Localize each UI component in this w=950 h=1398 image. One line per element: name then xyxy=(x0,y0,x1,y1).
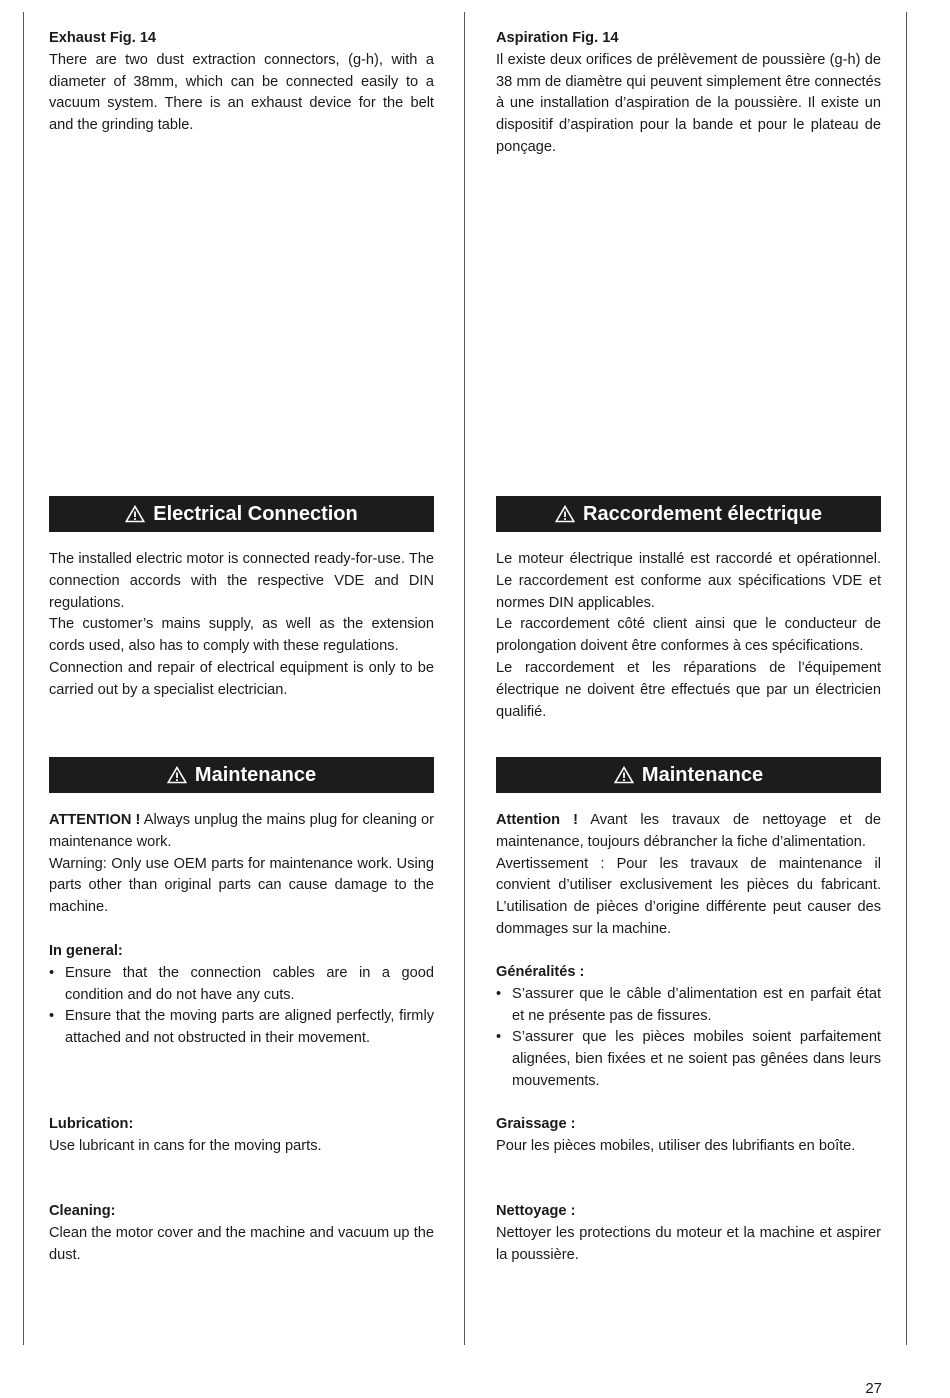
graissage-title: Graissage : xyxy=(496,1116,576,1132)
electrical-section xyxy=(49,549,434,702)
maintenance-heading-label: Maintenance xyxy=(194,763,317,786)
cleaning-section xyxy=(49,1201,434,1266)
center-column-rule xyxy=(464,12,465,1345)
list-item: • Ensure that the connection cables are in a good condition and do not have any cuts. xyxy=(49,963,434,1007)
list-item: • S’assurer que les pièces mobiles soient parfaitement alignées, bien fixées et ne soient pas gênées dans leurs mouvements. xyxy=(496,1027,881,1092)
nettoyage-text: Nettoyer les protections du moteur et la machine et aspirer la poussière. xyxy=(496,1224,881,1263)
cleaning-title: Cleaning: xyxy=(49,1203,116,1219)
raccordement-paragraph-2: Le raccordement côté client ainsi que le conducteur de prolongation doivent être conformes à ces spécifications. xyxy=(496,616,881,655)
attention-text: Always unplug the mains plug for cleaning or maintenance work. xyxy=(49,812,434,850)
exhaust-section xyxy=(49,28,434,137)
attention-paragraph-fr xyxy=(496,810,881,854)
raccordement-heading-label: Raccordement électrique xyxy=(583,502,822,525)
electrical-heading-label: Electrical Connection xyxy=(153,502,358,525)
maintenance-heading-label-fr: Maintenance xyxy=(641,763,764,786)
lubrication-text: Use lubricant in cans for the moving parts. xyxy=(49,1137,322,1154)
generalites-list xyxy=(496,984,881,1093)
right-margin-rule xyxy=(906,12,907,1345)
warning-paragraph: Warning: Only use OEM parts for maintenance work. Using parts other than original parts can cause damage to the machine. xyxy=(49,855,434,916)
attention-label: ATTENTION ! xyxy=(49,812,141,828)
generalites-title: Généralités : xyxy=(496,964,585,980)
raccordement-section xyxy=(496,549,881,723)
attention-text-fr: Avant les travaux de nettoyage et de maintenance, toujours débrancher la fiche d’alimentation. xyxy=(496,812,881,850)
list-item: • Ensure that the moving parts are aligned perfectly, firmly attached and not obstructed in their movement. xyxy=(49,1006,434,1050)
general-title: In general: xyxy=(49,943,123,959)
cleaning-text: Clean the motor cover and the machine and vacuum up the dust. xyxy=(49,1224,434,1263)
general-section xyxy=(49,941,434,1050)
exhaust-text: There are two dust extraction connectors, (g-h), with a diameter of 38mm, which can be connected easily to a vacuum system. There is an exhaust device for the belt and the grinding table. xyxy=(49,51,434,134)
maintenance-heading-fr xyxy=(496,757,881,793)
warning-triangle-icon xyxy=(614,766,634,784)
electrical-paragraph-1: The installed electric motor is connected ready-for-use. The connection accords with the respective VDE and DIN regulations. xyxy=(49,551,434,611)
raccordement-heading xyxy=(496,496,881,532)
avertissement-paragraph: Avertissement : Pour les travaux de maintenance il convient d’utiliser exclusivement les pièces du fabricant. L’utilisation de pièces d’origine différente peut causer des dommages sur la machine. xyxy=(496,855,881,937)
maintenance-section-fr xyxy=(496,810,881,941)
generalites-section xyxy=(496,962,881,1093)
list-item: • S’assurer que le câble d’alimentation est en parfait état et ne présente pas de fissures. xyxy=(496,984,881,1028)
aspiration-section xyxy=(496,28,881,159)
nettoyage-title: Nettoyage : xyxy=(496,1203,576,1219)
page-number: 27 xyxy=(865,1380,882,1397)
electrical-paragraph-3: Connection and repair of electrical equipment is only to be carried out by a specialist electrician. xyxy=(49,659,434,698)
graissage-text: Pour les pièces mobiles, utiliser des lubrifiants en boîte. xyxy=(496,1137,856,1154)
maintenance-heading xyxy=(49,757,434,793)
attention-paragraph xyxy=(49,810,434,854)
warning-triangle-icon xyxy=(125,505,145,523)
exhaust-title: Exhaust Fig. 14 xyxy=(49,30,157,46)
electrical-connection-heading xyxy=(49,496,434,532)
lubrication-title: Lubrication: xyxy=(49,1116,134,1132)
general-list xyxy=(49,963,434,1050)
raccordement-paragraph-3: Le raccordement et les réparations de l’équipement électrique ne doivent être effectués que par un électricien qualifié. xyxy=(496,659,881,720)
aspiration-text: Il existe deux orifices de prélèvement de poussière (g-h) de 38 mm de diamètre qui peuvent simplement être connectés à une installation d’aspiration de la poussière. Il existe un dispositif d’aspiration pour la bande et pour le plateau de ponçage. xyxy=(496,51,881,155)
raccordement-paragraph-1: Le moteur électrique installé est raccordé et opérationnel. Le raccordement est conforme aux spécifications VDE et normes DIN applicables. xyxy=(496,551,881,611)
maintenance-section xyxy=(49,810,434,919)
warning-triangle-icon xyxy=(167,766,187,784)
nettoyage-section xyxy=(496,1201,881,1266)
lubrication-section xyxy=(49,1114,434,1158)
attention-label-fr: Attention ! xyxy=(496,812,578,828)
left-margin-rule xyxy=(23,12,24,1345)
electrical-paragraph-2: The customer’s mains supply, as well as the extension cords used, also has to comply with these regulations. xyxy=(49,616,434,655)
warning-triangle-icon xyxy=(555,505,575,523)
graissage-section xyxy=(496,1114,881,1158)
aspiration-title: Aspiration Fig. 14 xyxy=(496,30,619,46)
